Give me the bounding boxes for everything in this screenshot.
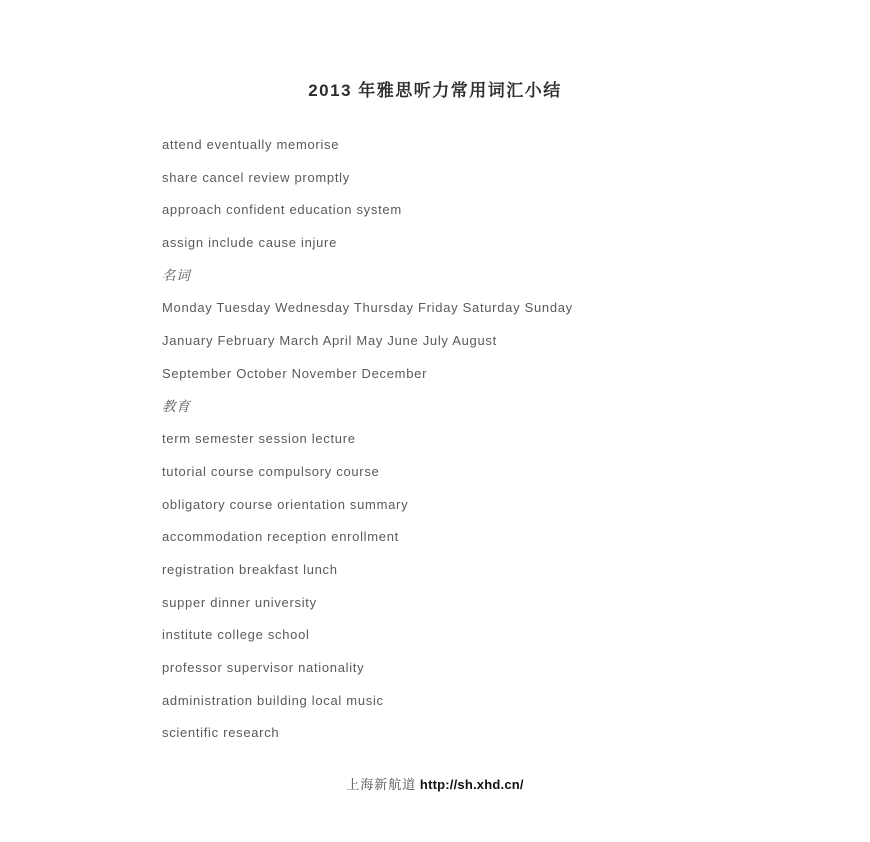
vocab-line: obligatory course orientation summary bbox=[162, 496, 409, 512]
vocab-line: tutorial course compulsory course bbox=[162, 463, 380, 479]
vocab-list bbox=[162, 129, 782, 750]
vocab-line: institute college school bbox=[162, 627, 310, 643]
vocab-line: assign include cause injure bbox=[162, 235, 337, 251]
vocab-line: accommodation reception enrollment bbox=[162, 529, 399, 545]
vocab-line: scientific research bbox=[162, 725, 280, 741]
section-header-education: 教育 bbox=[162, 398, 191, 414]
vocab-line: approach confident education system bbox=[162, 202, 402, 218]
footer bbox=[0, 776, 870, 794]
section-header-nouns: 名词 bbox=[162, 267, 191, 283]
vocab-line: attend eventually memorise bbox=[162, 137, 340, 152]
vocab-line: professor supervisor nationality bbox=[162, 660, 365, 675]
vocab-line: January February March April May June July August bbox=[162, 333, 497, 349]
vocab-line: administration building local music bbox=[162, 692, 384, 708]
footer-site-name: 上海新航道 bbox=[346, 777, 417, 792]
vocab-line: term semester session lecture bbox=[162, 431, 356, 447]
vocab-line: Monday Tuesday Wednesday Thursday Friday Saturday Sunday bbox=[162, 300, 573, 316]
vocab-line: share cancel review promptly bbox=[162, 169, 350, 185]
vocab-line: September October November December bbox=[162, 365, 428, 381]
vocab-line: registration breakfast lunch bbox=[162, 561, 338, 577]
document-title: 2013 年雅思听力常用词汇小结 bbox=[308, 81, 562, 100]
vocab-line: supper dinner university bbox=[162, 594, 317, 610]
footer-site-url[interactable]: http://sh.xhd.cn/ bbox=[419, 777, 524, 792]
